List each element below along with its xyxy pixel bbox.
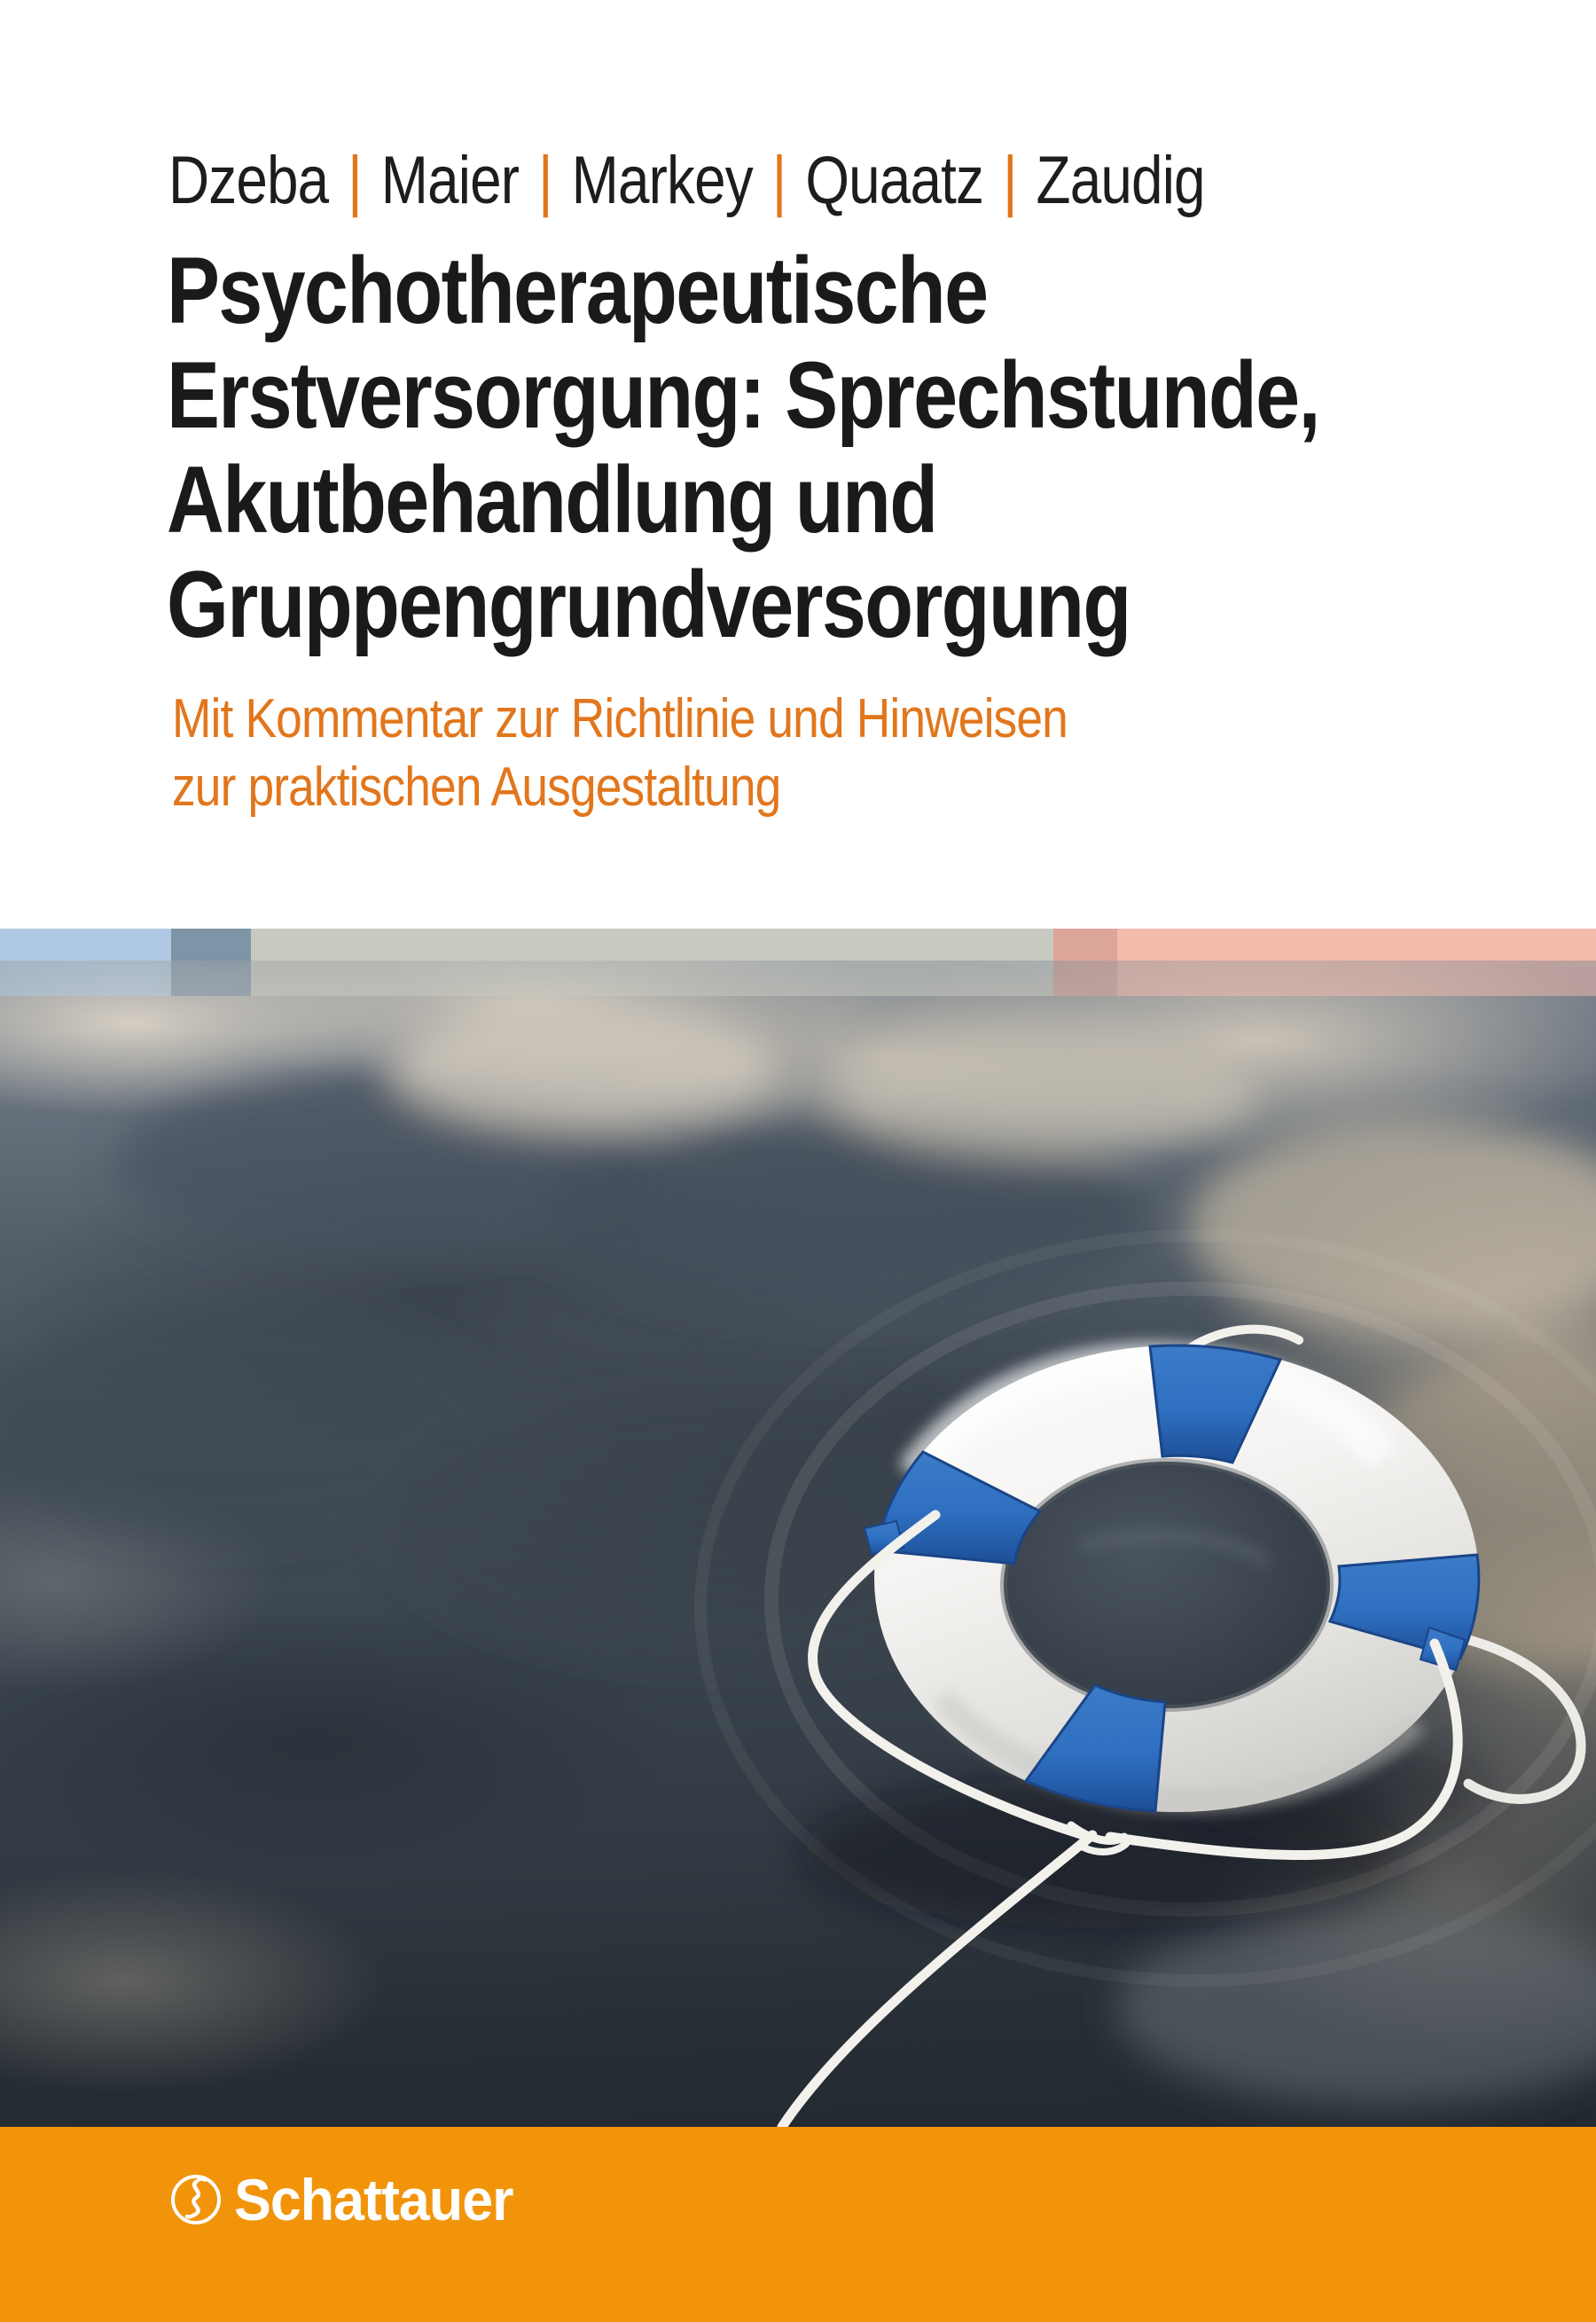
book-title xyxy=(167,238,1538,656)
publisher-name: Schattauer xyxy=(234,2167,513,2232)
strip-segment xyxy=(1117,929,1596,961)
author-separator: | xyxy=(771,143,786,218)
author-separator: | xyxy=(348,143,362,218)
author-separator: | xyxy=(1002,143,1017,218)
author-name: Zaudig xyxy=(1036,143,1205,218)
book-subtitle-line: Mit Kommentar zur Richtlinie und Hinweisen xyxy=(172,688,1068,749)
strip-segment xyxy=(171,929,251,961)
decorative-color-strip-overlay xyxy=(0,961,1596,996)
strip-segment xyxy=(1053,929,1117,961)
book-subtitle-line: zur praktischen Ausgestaltung xyxy=(172,757,781,818)
schattauer-serpent-staff-icon xyxy=(168,2172,223,2227)
publisher-bar xyxy=(0,2127,1596,2322)
decorative-color-strip xyxy=(0,929,1596,961)
strip-segment xyxy=(0,961,171,996)
publisher-logo xyxy=(168,2166,528,2233)
book-subtitle xyxy=(172,685,1213,821)
author-name: Markey xyxy=(571,143,753,218)
strip-segment xyxy=(251,929,1053,961)
author-name: Dzeba xyxy=(168,143,329,218)
author-line xyxy=(168,142,1205,222)
book-title-line: Gruppengrundversorgung xyxy=(167,551,1130,657)
cover-photo xyxy=(0,961,1596,2127)
author-name: Maier xyxy=(380,143,520,218)
strip-segment xyxy=(1117,961,1596,996)
strip-segment xyxy=(0,929,171,961)
book-title-line: Akutbehandlung und xyxy=(167,446,937,553)
strip-segment xyxy=(1053,961,1117,996)
strip-segment xyxy=(251,961,1053,996)
author-separator: | xyxy=(538,143,552,218)
strip-segment xyxy=(171,961,251,996)
lifebuoy-illustration xyxy=(0,961,1596,2127)
book-title-line: Psychotherapeutische xyxy=(167,237,988,343)
book-title-line: Erstversorgung: Sprechstunde, xyxy=(167,341,1319,448)
author-name: Quaatz xyxy=(805,143,984,218)
